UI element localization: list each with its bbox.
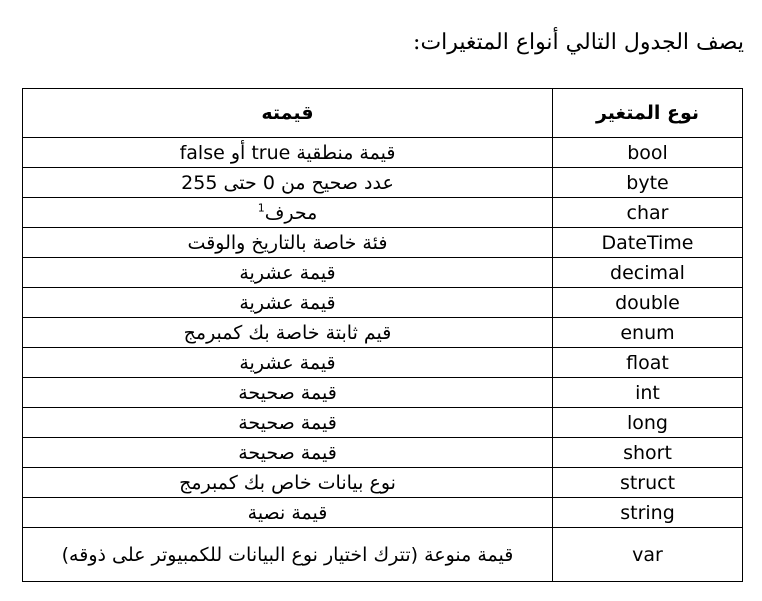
type-cell: int [553,378,743,408]
value-cell: قيمة عشرية [23,348,553,378]
value-cell: نوع بيانات خاص بك كمبرمج [23,468,553,498]
value-cell: قيمة صحيحة [23,378,553,408]
table-row [23,288,743,318]
value-cell: قيمة عشرية [23,258,553,288]
type-cell: decimal [553,258,743,288]
value-cell: فئة خاصة بالتاريخ والوقت [23,228,553,258]
value-cell: قيمة عشرية [23,288,553,318]
type-cell: bool [553,138,743,168]
intro-paragraph: يصف الجدول التالي أنواع المتغيرات: [413,30,744,55]
table-row [23,168,743,198]
table-row [23,258,743,288]
table-row [23,468,743,498]
value-cell: عدد صحيح من 0 حتى 255 [23,168,553,198]
type-cell: byte [553,168,743,198]
type-cell: enum [553,318,743,348]
table-row [23,198,743,228]
type-cell: string [553,498,743,528]
variable-types-table [22,88,743,582]
table-row [23,228,743,258]
table-row [23,378,743,408]
type-cell: DateTime [553,228,743,258]
header-type: نوع المتغير [553,89,743,138]
value-cell: قيمة صحيحة [23,438,553,468]
value-cell: قيمة نصية [23,498,553,528]
type-cell: short [553,438,743,468]
table-row [23,318,743,348]
type-cell: long [553,408,743,438]
table-row [23,498,743,528]
type-cell: struct [553,468,743,498]
type-cell: var [553,528,743,582]
value-cell: قيم ثابتة خاصة بك كمبرمج [23,318,553,348]
table-row [23,438,743,468]
value-cell [23,198,553,228]
type-cell: double [553,288,743,318]
table-row [23,408,743,438]
value-cell: قيمة منوعة (تترك اختيار نوع البيانات للكمبيوتر على ذوقه) [23,528,553,582]
table-header-row [23,89,743,138]
value-text: محرف [264,201,318,224]
footnote-marker: 1 [257,201,265,215]
table-row [23,348,743,378]
table-row [23,138,743,168]
table-row [23,528,743,582]
header-value: قيمته [23,89,553,138]
type-cell: float [553,348,743,378]
type-cell: char [553,198,743,228]
value-cell: قيمة صحيحة [23,408,553,438]
value-cell: قيمة منطقية true أو false [23,138,553,168]
